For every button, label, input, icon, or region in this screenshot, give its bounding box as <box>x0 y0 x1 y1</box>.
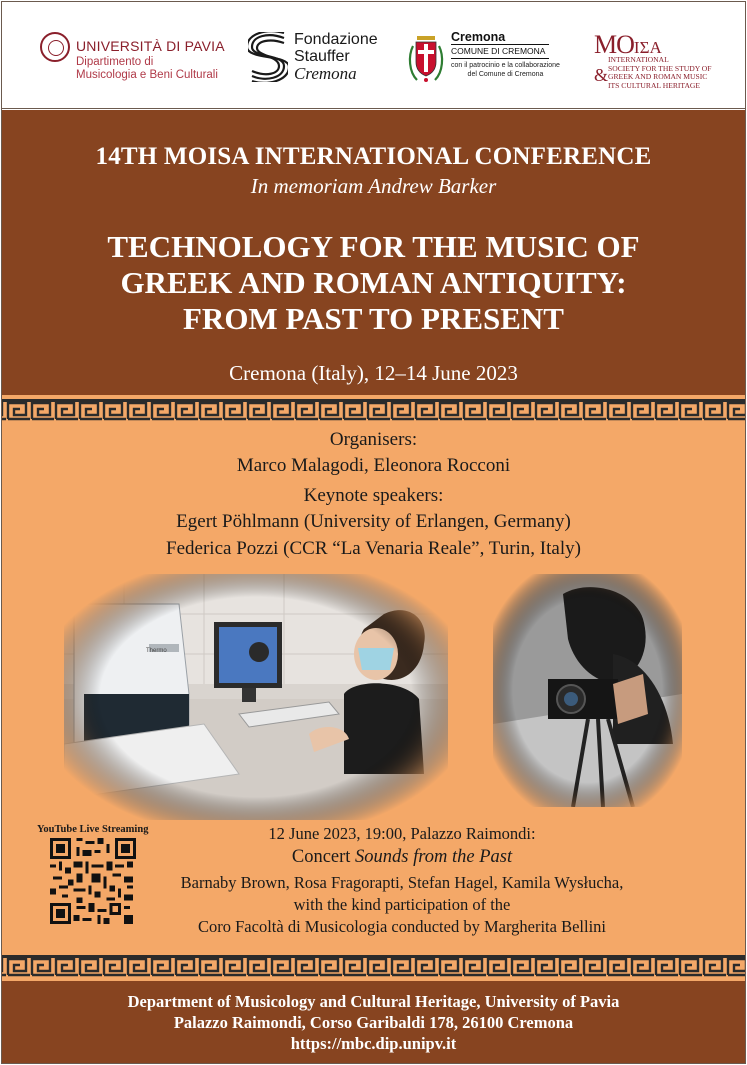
lab-photo <box>64 574 448 820</box>
cremona-patronage-line-2: del Comune di Cremona <box>467 70 544 78</box>
moisa-line-3: GREEK AND ROMAN MUSIC <box>608 72 708 82</box>
department-name <box>76 56 218 82</box>
keynote-speaker-2: Federica Pozzi (CCR “La Venaria Reale”, Turin, Italy) <box>166 538 581 559</box>
stauffer-name <box>294 31 378 82</box>
cremona-patronage <box>451 62 560 79</box>
moisa-line-1: INTERNATIONAL <box>608 55 669 64</box>
greek-key-border-top <box>2 395 745 425</box>
concert-title <box>122 847 682 868</box>
concert-title-italic: Sounds from the Past <box>355 847 513 867</box>
concert-choir: Coro Facoltà di Musicologia conducted by Margherita Bellini <box>198 917 606 936</box>
moisa-m: M <box>594 30 617 59</box>
keynote-label: Keynote speakers: <box>303 485 444 506</box>
department-line-1: Dipartimento di <box>76 56 154 68</box>
place-and-date: Cremona (Italy), 12–14 June 2023 <box>229 361 518 385</box>
stauffer-line-3: Cremona <box>294 64 357 83</box>
organisers-label: Organisers: <box>329 429 418 450</box>
youtube-streaming-label: YouTube Live Streaming <box>37 824 149 835</box>
concert-title-prefix: Concert <box>291 847 351 867</box>
comune-di-cremona-logo <box>407 30 572 88</box>
concert-performers: Barnaby Brown, Rosa Fragorapti, Stefan Hagel, Kamila Wysłucha, <box>180 873 624 892</box>
stauffer-line-2: Stauffer <box>294 48 350 65</box>
stauffer-line-1: Fondazione <box>294 31 378 48</box>
moisa-society-text <box>608 56 712 90</box>
title-line-3: FROM PAST TO PRESENT <box>183 301 564 336</box>
moisa-o: O <box>616 30 634 59</box>
moisa-logo <box>592 28 712 88</box>
university-name: UNIVERSITÀ DI PAVIA <box>76 38 225 54</box>
footer-address: Palazzo Raimondi, Corso Garibaldi 178, 26100 Cremona <box>173 1013 574 1032</box>
concert-date-place: 12 June 2023, 19:00, Palazzo Raimondi: <box>268 824 536 843</box>
cremona-patronage-line-1: con il patrocinio e la collaborazione <box>451 62 560 69</box>
cremona-divider-2 <box>451 58 549 59</box>
keynote-speaker-1: Egert Pöhlmann (University of Erlangen, Germany) <box>176 511 571 532</box>
logo-bar <box>2 2 745 109</box>
lab-brand-label: Thermo <box>146 648 167 654</box>
greek-key-border-bottom <box>2 951 745 981</box>
fondazione-stauffer-logo <box>248 30 398 86</box>
organisers-names: Marco Malagodi, Eleonora Rocconi <box>236 455 511 476</box>
department-line-2: Musicologia e Beni Culturali <box>76 69 218 81</box>
conference-title <box>2 229 745 337</box>
concert-participation: with the kind participation of the <box>293 895 511 914</box>
cremona-crest-icon <box>407 32 445 84</box>
title-line-2: GREEK AND ROMAN ANTIQUITY: <box>120 265 627 300</box>
moisa-isa: IΣA <box>633 38 662 57</box>
university-seal-icon <box>40 32 70 62</box>
conference-name: 14TH MOISA INTERNATIONAL CONFERENCE <box>95 143 652 170</box>
conference-poster <box>1 1 746 1064</box>
moisa-line-2: SOCIETY FOR THE STUDY OF <box>608 63 712 73</box>
university-of-pavia-logo <box>40 30 240 86</box>
footer-department: Department of Musicology and Cultural Heritage, University of Pavia <box>127 992 620 1011</box>
cremona-title: Cremona <box>451 30 506 44</box>
title-line-1: TECHNOLOGY FOR THE MUSIC OF <box>107 229 640 264</box>
memoriam-subtitle: In memoriam Andrew Barker <box>250 174 497 198</box>
moisa-line-4: ITS CULTURAL HERITAGE <box>608 80 701 90</box>
camera-photo <box>493 574 682 807</box>
footer-website-link[interactable]: https://mbc.dip.unipv.it <box>290 1034 457 1053</box>
cremona-divider <box>451 44 549 45</box>
stauffer-s-icon <box>248 32 288 82</box>
moisa-ampersand: & <box>594 65 609 85</box>
cremona-comune: COMUNE DI CREMONA <box>451 46 546 56</box>
